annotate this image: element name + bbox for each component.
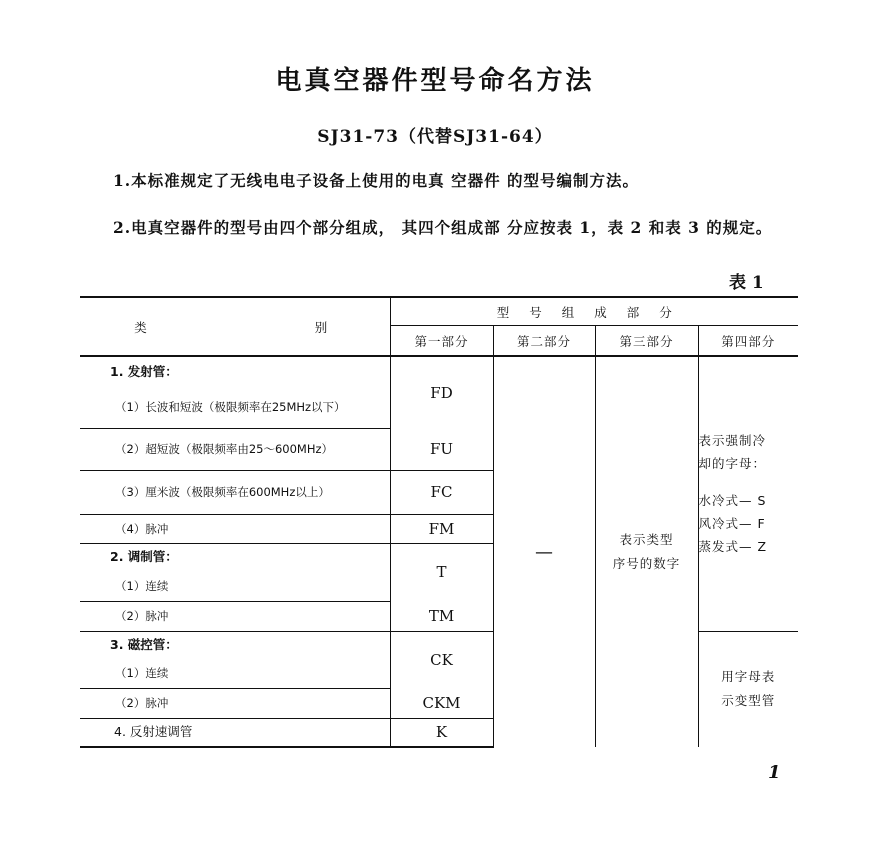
header-category xyxy=(80,297,390,356)
header-category-char-1: 类 xyxy=(134,319,155,335)
row-name: （1）长波和短波（极限频率在25MHz以下） xyxy=(80,386,390,428)
paragraph-2: 2.电真空器件的型号由四个部分组成， 其四个组成部 分应按表 1，表 2 和表 3 的规定。 xyxy=(113,218,773,237)
row-name: 1. 发射管： xyxy=(110,363,178,379)
row-name: （1）连续 xyxy=(80,659,390,688)
code-cell: K xyxy=(390,718,493,747)
page-number: 1 xyxy=(768,762,781,783)
row-name: （2）超短波（极限频率由25～600MHz） xyxy=(80,428,390,470)
header-model-parts: 型号组成部分 xyxy=(390,297,798,326)
row-name: （2）脉冲 xyxy=(80,688,390,718)
cooling-line-1: 表示强制冷 xyxy=(698,433,767,449)
row-name: 4. 反射速调管 xyxy=(80,718,390,747)
page-title: 电真空器件型号命名方法 xyxy=(275,66,595,96)
header-category-char-2: 别 xyxy=(314,319,336,335)
variant-line-2: 示变型管 xyxy=(721,693,776,709)
row-name: （2）脉冲 xyxy=(80,601,390,631)
code-cell: TM xyxy=(390,601,493,631)
table-row xyxy=(80,356,798,386)
code-cell: T xyxy=(390,543,493,601)
part3-line-1: 表示类型 xyxy=(619,532,674,547)
row-name: （3）厘米波（极限频率在600MHz以上） xyxy=(80,470,390,514)
cooling-item-water: 水冷式— S xyxy=(698,493,767,509)
row-name: （1）连续 xyxy=(80,571,390,601)
part3-line-2: 序号的数字 xyxy=(612,556,681,571)
code-cell: FC xyxy=(390,470,493,514)
naming-table xyxy=(80,296,798,748)
header-part-3: 第三部分 xyxy=(595,326,698,357)
header-part-2: 第二部分 xyxy=(493,326,595,357)
variant-line-1: 用字母表 xyxy=(721,669,776,685)
code-cell: CK xyxy=(390,631,493,688)
cooling-item-evaporative: 蒸发式— Z xyxy=(698,539,768,555)
code-cell: CKM xyxy=(390,688,493,718)
standard-number: SJ31-73（代替SJ31-64） xyxy=(317,127,553,147)
part4-variant-cell xyxy=(698,631,798,747)
cooling-line-2: 却的字母： xyxy=(698,456,767,472)
paragraph-1: 1.本标准规定了无线电电子设备上使用的电真 空器件 的型号编制方法。 xyxy=(113,171,639,190)
code-cell: FU xyxy=(390,428,493,470)
part3-cell xyxy=(595,356,698,747)
part4-cooling-cell xyxy=(698,356,798,631)
row-name: （4）脉冲 xyxy=(80,514,390,543)
header-part-4: 第四部分 xyxy=(698,326,798,357)
code-cell: FD xyxy=(390,356,493,428)
code-cell: FM xyxy=(390,514,493,543)
row-name: 3. 磁控管： xyxy=(110,637,178,653)
table-label: 表 1 xyxy=(729,273,764,293)
cooling-item-air: 风冷式— F xyxy=(698,516,766,532)
part2-cell: — xyxy=(493,356,595,747)
row-name: 2. 调制管： xyxy=(110,549,178,565)
header-part-1: 第一部分 xyxy=(390,326,493,357)
